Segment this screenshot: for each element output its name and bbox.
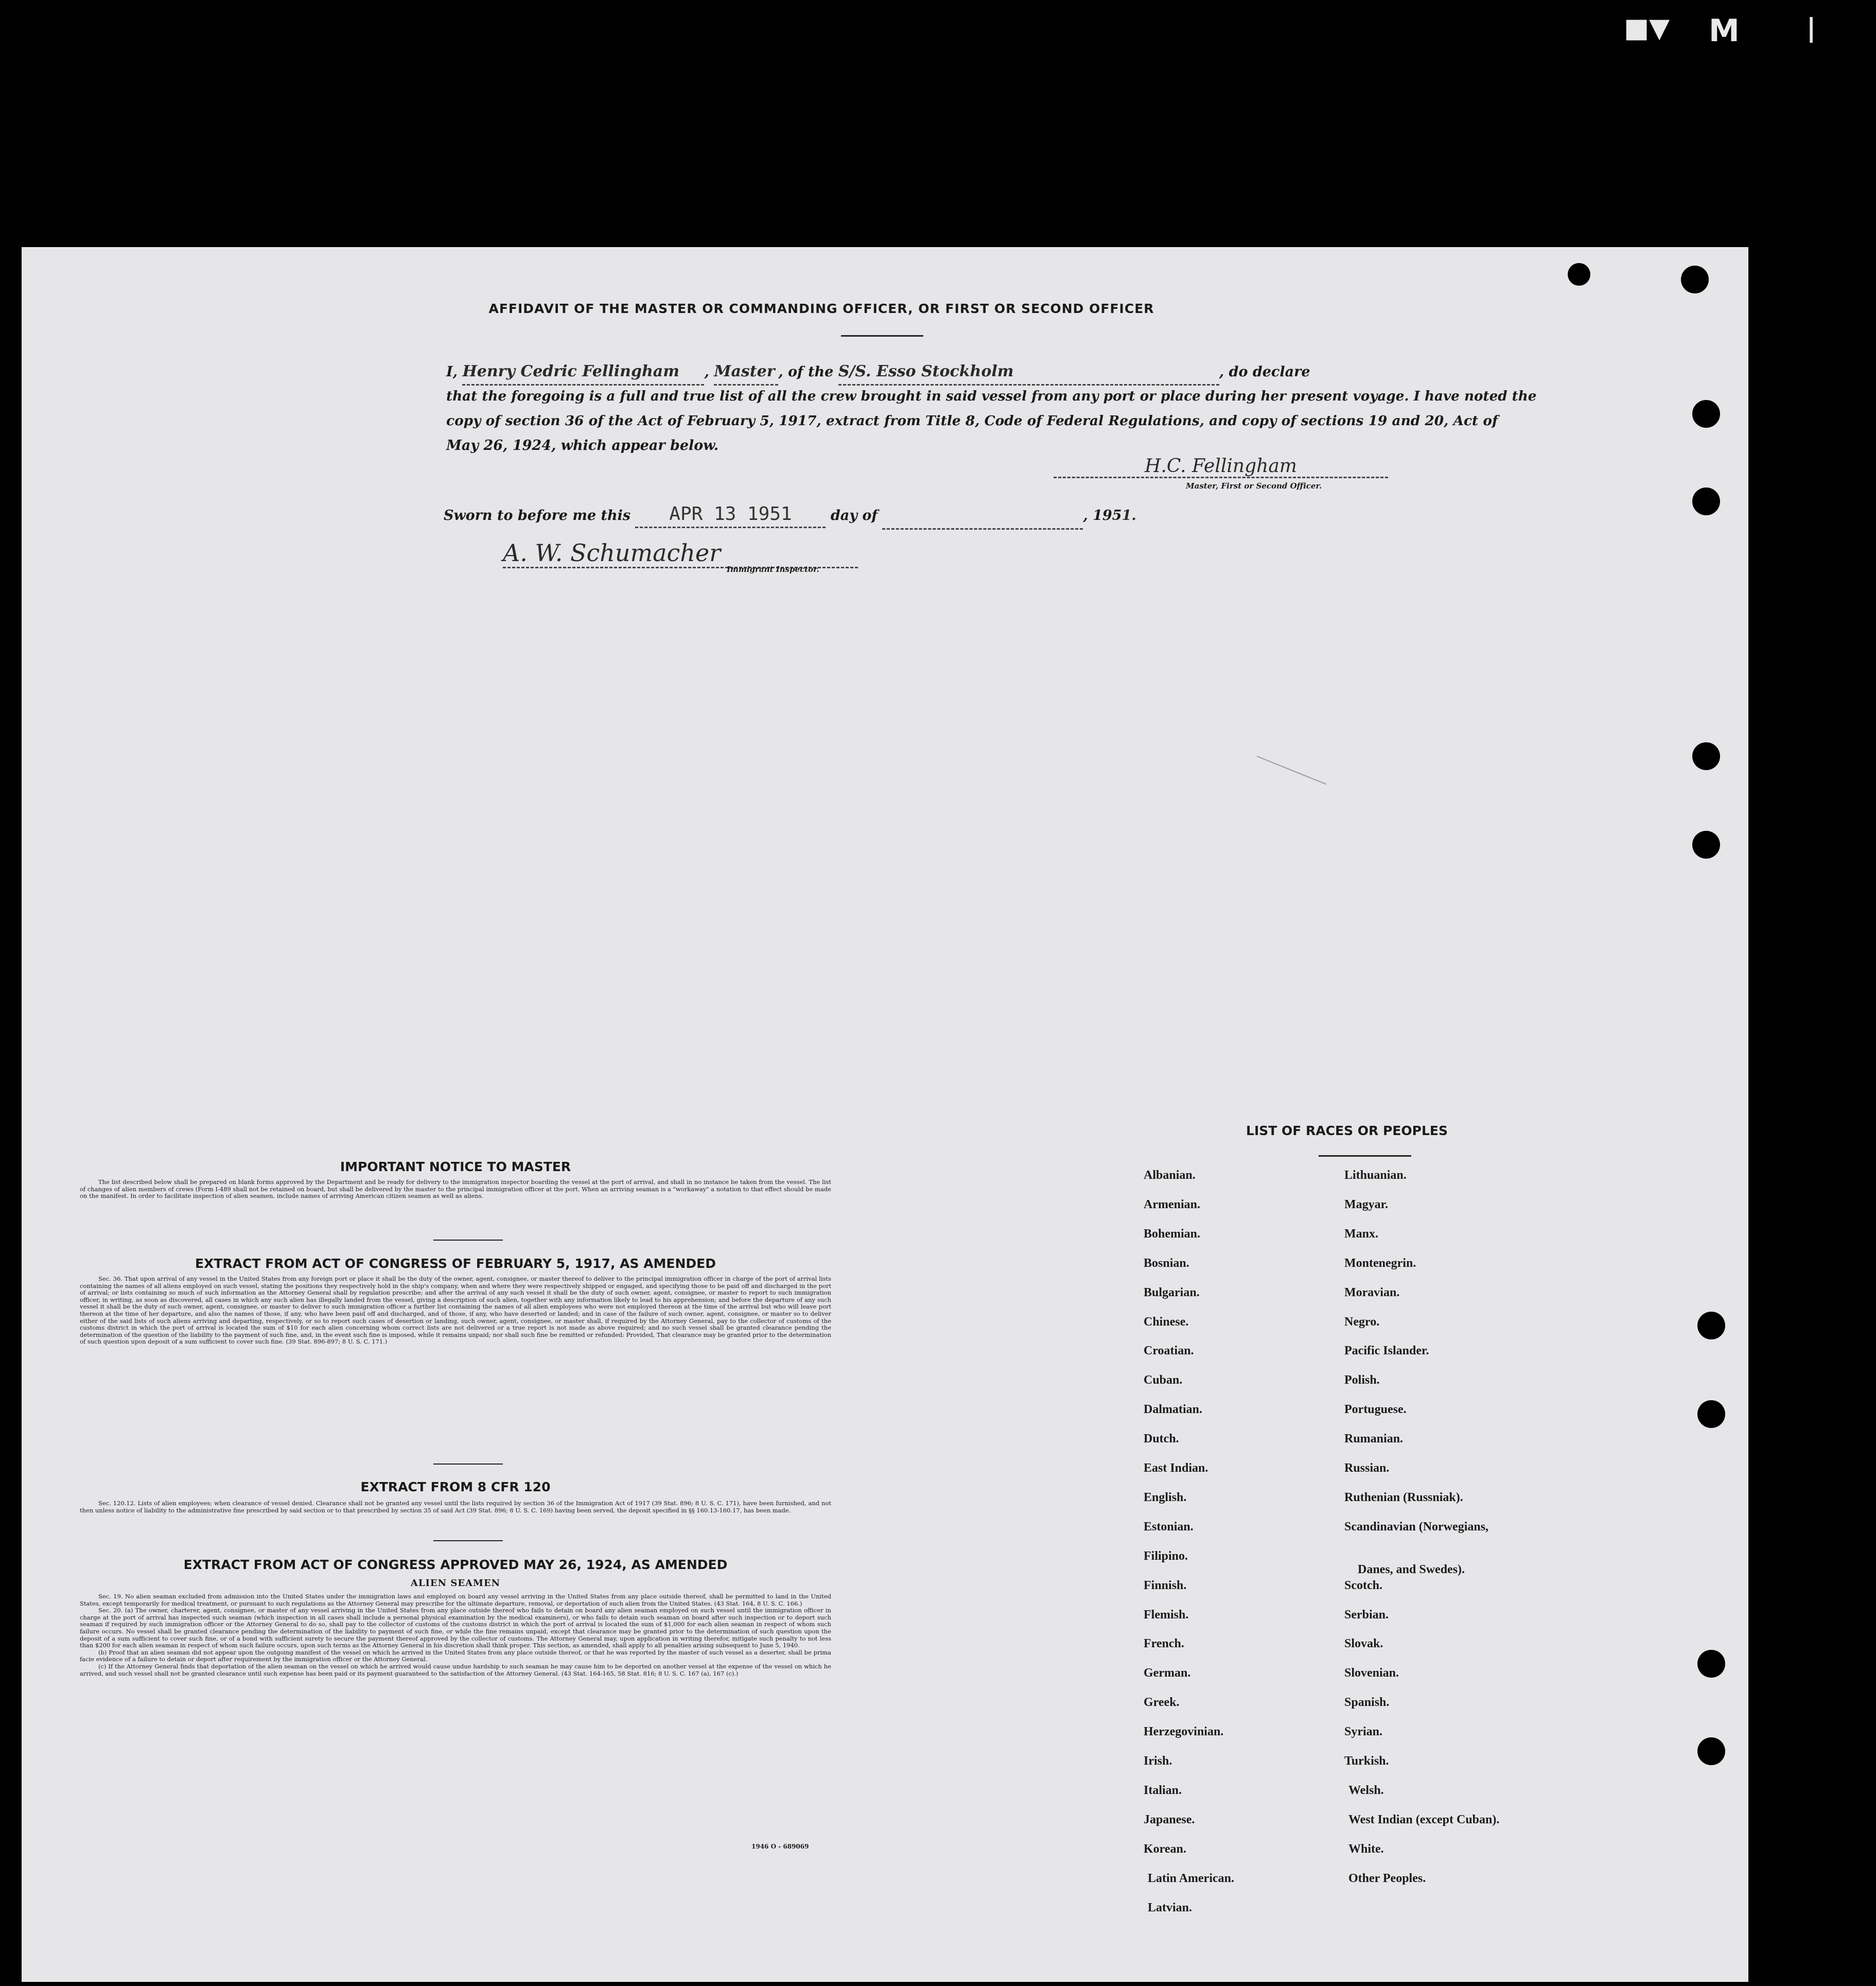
race-item: Moravian. bbox=[1344, 1285, 1400, 1299]
master-name: Henry Cedric Fellingham bbox=[462, 359, 704, 386]
race-item: Latvian. bbox=[1148, 1901, 1193, 1914]
affidavit-line-3: copy of section 36 of the Act of February 5, 1917, extract from Title 8, Code of Federal Regulations, and copy of sections 19 and 20, Act of bbox=[446, 413, 1498, 429]
affidavit-separator: , bbox=[704, 364, 709, 380]
race-item: Slovenian. bbox=[1344, 1666, 1399, 1680]
punch-hole bbox=[1692, 742, 1720, 770]
race-item: Negro. bbox=[1344, 1315, 1380, 1329]
extract-1917-title: EXTRACT FROM ACT OF CONGRESS OF FEBRUARY 5, 1917, AS AMENDED bbox=[195, 1256, 716, 1271]
race-item: Armenian. bbox=[1144, 1197, 1200, 1211]
extract-1917-paragraph: Sec. 36. That upon arrival of any vessel in the United States from any foreign port or place it shall be the duty of the owner, agent, consignee, or master thereof to deliver to the principal immigration officer in charge of the port of arrival lists containing the names of all aliens employed on such vessel, stating the positions they respectively hold in the ship's company, when and where they were respectively shipped or engaged, and specifying those to be paid off and discharged in the port of arrival; or lists containing so much of such information as the Attorney General shall by regulation prescribe; and after the arrival of any such vessel it shall be the duty of such owner, agent, consignee, or master to report to such immigration officer, in writing, as soon as discovered, all cases in which any such alien has illegally landed from the vessel, giving a description of such alien, together with any information likely to lead to his apprehension; and before the departure of any such vessel it shall be the duty of such owner, agent, consignee, or master to deliver to such immigration officer a further list containing the names of all alien employees who were not employed thereon at the time of the arrival but who will leave port thereon at the time of her departure, and also the names of those, if any, who have been paid off and discharged, and of those, if any, who have deserted or landed; and in case of the failure of such owner, agent, consignee, or master so to deliver either of the said lists of such aliens arriving and departing, respectively, or so to report such cases of desertion or landing, such owner, agent, consignee, or master shall, if required by the Attorney General, pay to the collector of customs of the customs district in which the port of arrival is located the sum of $10 for each alien concerning whom correct lists are not delivered or a true report is not made as above required; and no such vessel shall be granted clearance pending the determination of the question of the liability to the payment of such fine, and, in the event such fine is imposed, while it remains unpaid; nor shall such fine be remitted or refunded: Provided, That clearance may be granted prior to the determination of such question upon deposit of a sum sufficient to cover such fine. (39 Stat. 896-897; 8 U. S. C. 171.) bbox=[80, 1275, 831, 1346]
race-item: Other Peoples. bbox=[1348, 1871, 1426, 1885]
race-item: Irish. bbox=[1144, 1754, 1172, 1768]
punch-hole bbox=[1697, 1650, 1725, 1678]
master-signature: H.C. Fellingham bbox=[1054, 456, 1388, 478]
inspector-signature: A. W. Schumacher bbox=[503, 539, 858, 568]
title-rule bbox=[841, 335, 923, 337]
race-item: Pacific Islander. bbox=[1344, 1344, 1429, 1358]
affidavit-line-1 bbox=[446, 359, 1391, 386]
race-item: Flemish. bbox=[1144, 1608, 1189, 1622]
race-item: Bulgarian. bbox=[1144, 1285, 1200, 1299]
sworn-text: Sworn to before me this bbox=[444, 508, 631, 524]
document-page bbox=[22, 247, 1748, 1982]
punch-hole bbox=[1692, 487, 1720, 515]
race-item: Herzegovinian. bbox=[1144, 1725, 1224, 1739]
race-item: Rumanian. bbox=[1344, 1432, 1404, 1446]
race-item: Serbian. bbox=[1344, 1608, 1389, 1622]
print-code: 1946 O - 689069 bbox=[751, 1843, 809, 1850]
race-item: Lithuanian. bbox=[1344, 1169, 1407, 1182]
affidavit-do-declare: , do declare bbox=[1219, 364, 1310, 380]
race-item: Scotch. bbox=[1344, 1578, 1382, 1592]
race-item: Bosnian. bbox=[1144, 1256, 1189, 1270]
race-item: Portuguese. bbox=[1344, 1403, 1407, 1417]
extract-1924-paragraph: Sec. 19. No alien seaman excluded from admission into the United States under the immigration laws and employed on board any vessel arriving in the United States from any place outside thereof, shall be permitted to land in the United States, except temporarily for medical treatment, or pursuant to such regulations as the Attorney General may prescribe for the ultimate departure, removal, or deportation of such alien from the United States. (43 Stat. 164, 8 U. S. C. 166.) bbox=[80, 1593, 831, 1607]
race-item: Bohemian. bbox=[1144, 1227, 1201, 1241]
races-title-rule bbox=[1319, 1155, 1411, 1157]
race-item: Welsh. bbox=[1348, 1783, 1384, 1797]
race-item: Finnish. bbox=[1144, 1578, 1187, 1592]
race-item: Cuban. bbox=[1144, 1373, 1183, 1387]
year-text: , 195 bbox=[1083, 508, 1122, 524]
race-item: German. bbox=[1144, 1666, 1191, 1680]
punch-hole bbox=[1697, 1312, 1725, 1339]
punch-hole bbox=[1697, 1400, 1725, 1428]
affidavit-i: I, bbox=[446, 364, 458, 380]
race-item: Syrian. bbox=[1344, 1725, 1383, 1739]
race-item: French. bbox=[1144, 1637, 1184, 1651]
extract-1924-paragraph: (c) If the Attorney General finds that deportation of the alien seaman on the vessel on which he arrived would cause undue hardship to such seaman he may cause him to be deported on another vessel at the expense of the vessel on which he arrived, and such vessel shall not be granted clearance until such expense has been paid or its payment guaranteed to the satisfaction of the Attorney General. (43 Stat. 164-165, 58 Stat. 816; 8 U. S. C. 167 (a), 167 (c).) bbox=[80, 1662, 831, 1677]
race-item: Dutch. bbox=[1144, 1432, 1179, 1446]
punch-hole bbox=[1692, 400, 1720, 428]
sworn-month-field bbox=[882, 503, 1083, 530]
affidavit-line-4: May 26, 1924, which appear below. bbox=[446, 438, 719, 454]
section-rule bbox=[433, 1540, 503, 1541]
extract-1924-subtitle: ALIEN SEAMEN bbox=[410, 1578, 501, 1589]
race-item: Latin American. bbox=[1148, 1871, 1234, 1885]
extract-cfr-text bbox=[80, 1500, 831, 1514]
race-item: Greek. bbox=[1144, 1696, 1180, 1710]
race-item: Italian. bbox=[1144, 1783, 1182, 1797]
race-item: Albanian. bbox=[1144, 1169, 1196, 1182]
punch-hole bbox=[1697, 1737, 1725, 1765]
vessel-name: S/S. Esso Stockholm bbox=[838, 359, 1219, 386]
race-item: Dalmatian. bbox=[1144, 1403, 1202, 1417]
extract-cfr-paragraph: Sec. 120.12. Lists of alien employees; when clearance of vessel denied. Clearance shall not be granted any vessel until the lists required by section 36 of the Immigration Act of 1917 (39 Stat. 896; 8 U. S. C. 171), have been furnished, and not then unless notice of liability to the administrative fine prescribed by said section or to that prescribed by section 35 of said Act (39 Stat. 896; 8 U. S. C. 169) having been served, the deposit specified in §§ 160.13-160.17, has been made. bbox=[80, 1500, 831, 1514]
race-item: Polish. bbox=[1344, 1373, 1380, 1387]
film-corner-tick: | bbox=[1807, 13, 1816, 43]
extract-1924-paragraph: Sec. 20. (a) The owner, charterer, agent, consignee, or master of any vessel arriving in the United States from any place outside thereof who fails to detain on board any alien seaman employed on such vessel until the immigration officer in charge at the port of arrival has inspected such seaman (which inspection in all cases shall include a personal physical examination by the medical examiners), or who fails to detain such seaman on board after such inspection or to deport such seaman if required by such immigration officer or the Attorney General to do so, shall pay to the collector of customs of the customs district in which the port of arrival is located the sum of $1,000 for each alien seaman in respect of whom such failure occurs. No vessel shall be granted clearance pending the determination of the liability to payment of such fine, or while the fine remains unpaid, except that clearance may be granted prior to the determination of such question upon the deposit of a sum sufficient to cover such fine, or of a bond with sufficient surety to secure the payment thereof approved by the collector of customs. The Attorney General may, upon application in writing therefor, mitigate such penalty to not less than $200 for each alien seaman in respect of whom such failure occurs, upon such terms as the Attorney General in his discretion shall think proper. This section, as amended, shall apply to all penalties arising subsequent to June 5, 1940. bbox=[80, 1607, 831, 1649]
punch-hole bbox=[1692, 831, 1720, 859]
inspector-caption: Immigrant Inspector. bbox=[727, 565, 819, 574]
race-item: Russian. bbox=[1344, 1461, 1390, 1475]
race-item: Estonian. bbox=[1144, 1520, 1194, 1534]
race-item: Japanese. bbox=[1144, 1813, 1195, 1826]
master-signature-caption: Master, First or Second Officer. bbox=[1186, 481, 1322, 491]
extract-1924-paragraph: (b) Proof that an alien seaman did not appear upon the outgoing manifest of the vessel on which he arrived in the United States from any place outside thereof, or that he was reported by the master of such vessel as a deserter, shall be prima facie evidence of a failure to detain or deport after requirement by the immigration officer or the Attorney General. bbox=[80, 1648, 831, 1663]
race-item: East Indian. bbox=[1144, 1461, 1208, 1475]
race-item: Korean. bbox=[1144, 1842, 1186, 1856]
race-item: Ruthenian (Russniak). bbox=[1344, 1490, 1463, 1504]
section-rule bbox=[433, 1464, 503, 1465]
race-item: English. bbox=[1144, 1490, 1187, 1504]
punch-hole bbox=[1568, 263, 1590, 286]
extract-1924-title: EXTRACT FROM ACT OF CONGRESS APPROVED MAY 26, 1924, AS AMENDED bbox=[183, 1557, 728, 1572]
races-title: LIST OF RACES OR PEOPLES bbox=[1246, 1123, 1448, 1138]
extract-1917-text bbox=[80, 1276, 831, 1346]
sworn-date-stamp: APR 13 1951 bbox=[635, 502, 826, 528]
year-handwritten: 1. bbox=[1121, 508, 1136, 524]
day-of-text: day of bbox=[830, 508, 878, 524]
film-corner-letter: M bbox=[1709, 13, 1740, 49]
extract-cfr-title: EXTRACT FROM 8 CFR 120 bbox=[360, 1479, 551, 1494]
race-item: White. bbox=[1348, 1842, 1384, 1856]
race-item: Croatian. bbox=[1144, 1344, 1194, 1358]
race-item: Chinese. bbox=[1144, 1315, 1189, 1329]
ink-mark bbox=[1257, 756, 1326, 785]
punch-hole bbox=[1681, 266, 1709, 293]
notice-text bbox=[80, 1179, 831, 1200]
race-item: Slovak. bbox=[1344, 1637, 1383, 1651]
race-item: Scandinavian (Norwegians, bbox=[1344, 1520, 1489, 1534]
race-item: Montenegrin. bbox=[1344, 1256, 1416, 1270]
race-item: Filipino. bbox=[1144, 1549, 1188, 1563]
affidavit-line-2: that the foregoing is a full and true list of all the crew brought in said vessel from any port or place during her present voyage. I have noted the bbox=[446, 388, 1537, 404]
sworn-line bbox=[444, 502, 1136, 530]
affidavit-title: AFFIDAVIT OF THE MASTER OR COMMANDING OFFICER, OR FIRST OR SECOND OFFICER bbox=[488, 301, 1154, 316]
affidavit-of-the: , of the bbox=[778, 364, 834, 380]
race-item: Manx. bbox=[1344, 1227, 1378, 1241]
race-item: Danes, and Swedes). bbox=[1358, 1562, 1465, 1576]
notice-paragraph: The list described below shall be prepared on blank forms approved by the Department and be ready for delivery to the immigration inspector boarding the vessel at the port of arrival, and shall in no instance be taken from the vessel. The list of changes of alien members of crews (Form I-489 shall not be retained on board, but shall be delivered by the master to the principal immigration officer at the port. When an arriving seaman is a "workaway" a notation to that effect should be made on the manifest. In order to facilitate inspection of alien seamen, include names of arriving American citizen seamen as well as aliens. bbox=[80, 1178, 831, 1200]
notice-title: IMPORTANT NOTICE TO MASTER bbox=[340, 1159, 571, 1174]
extract-1924-text bbox=[80, 1593, 831, 1677]
race-item: Turkish. bbox=[1344, 1754, 1389, 1768]
race-item: Spanish. bbox=[1344, 1696, 1390, 1710]
section-rule bbox=[433, 1240, 503, 1241]
race-item: Magyar. bbox=[1344, 1197, 1389, 1211]
master-rank: Master bbox=[714, 359, 778, 386]
race-item: West Indian (except Cuban). bbox=[1348, 1813, 1500, 1826]
film-corner-mark: ■▼ bbox=[1624, 13, 1670, 44]
